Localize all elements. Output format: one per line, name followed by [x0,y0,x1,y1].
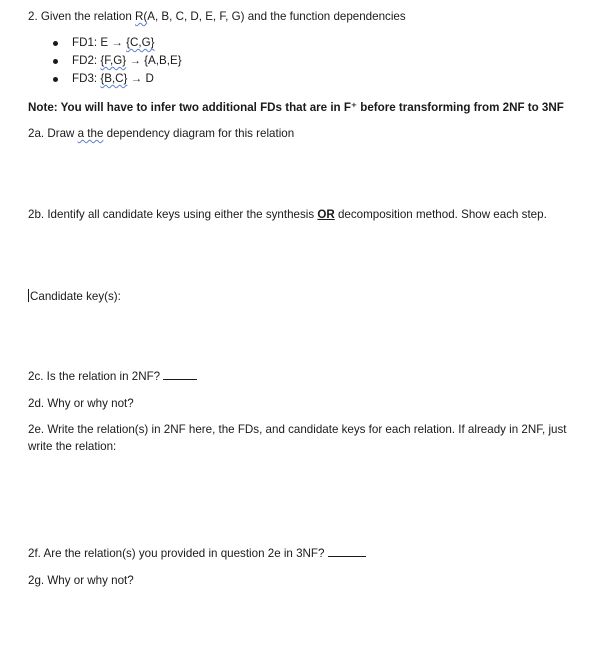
part-2f [28,547,366,560]
part-2f-text: 2f. Are the relation(s) you provided in question 2e in 3NF? [28,547,328,560]
question-intro [28,10,406,23]
part-2b [28,208,547,221]
relation-attrs: A, B, C, D, E, F, G) and the function dependencies [147,10,406,23]
answer-blank[interactable] [328,547,366,557]
fd2 [72,54,182,67]
intro-prefix: 2. Given the relation [28,10,135,23]
fd3-rhs: → D [127,72,154,85]
fd3-label: FD3: [72,72,101,85]
fd2-rhs: → {A,B,E} [126,54,182,67]
part-2e: 2e. Write the relation(s) in 2NF here, the FDs, and candidate keys for each relation. If already in 2NF, just write the relation: [28,423,567,453]
fd1-label: FD1: E → [72,36,127,49]
fd2-label: FD2: [72,54,101,67]
part-2a-prefix: 2a. Draw [28,127,78,140]
fd1 [72,36,154,49]
part-2g: 2g. Why or why not? [28,574,134,587]
part-2a-squig: a the [77,127,104,140]
text-cursor [28,289,29,302]
fd2-lhs: {F,G} [100,54,127,67]
part-2b-or: OR [317,208,335,221]
note: Note: You will have to infer two additional FDs that are in F⁺ before transforming from 2NF to 3NF [28,101,564,114]
bullet-icon [52,58,60,66]
bullet-icon [52,40,60,48]
part-2a-suffix: dependency diagram for this relation [103,127,295,140]
part-2b-prefix: 2b. Identify all candidate keys using either the synthesis [28,208,318,221]
fd3 [72,72,154,85]
fd1-rhs: {C,G} [126,36,155,49]
part-2c-text: 2c. Is the relation in 2NF? [28,370,164,383]
part-2c [28,370,197,383]
fd3-lhs: {B,C} [100,72,128,85]
relation-name: R( [134,10,148,23]
candidate-rest: andidate key(s): [38,290,121,303]
candidate-keys-label [28,289,121,303]
part-2b-suffix: decomposition method. Show each step. [334,208,547,221]
part-2a [28,127,294,140]
candidate-first-letter: C [30,290,39,303]
bullet-icon [52,76,60,84]
answer-blank[interactable] [163,370,197,380]
part-2d: 2d. Why or why not? [28,397,134,410]
